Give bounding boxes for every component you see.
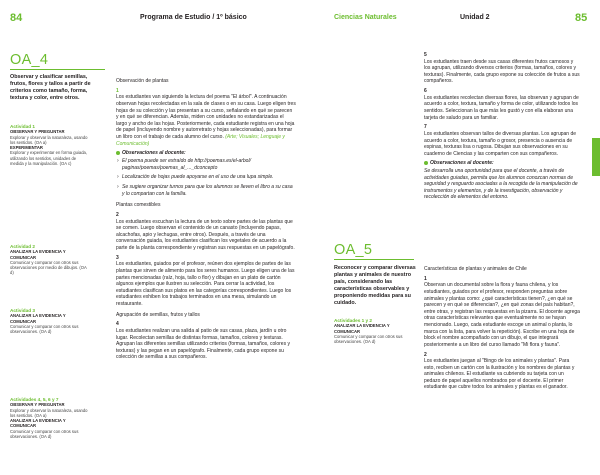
teacher-note-text: Se desarrolla una oportunidad para que el docente, a través de actividades guiadas, permita que los alumnos conozcan normas de seguridad y resguardo asociadas a la recogida de la manipulación de instrumentos y elementos, y de la investigación, observación y recolección de elementos del entorno.: [424, 168, 578, 201]
activity-skill: Comunicar y comparar con otros sus observaciones. (OA d): [10, 428, 79, 440]
activity-text: Los estudiantes realizan una salida al patio de sus casas, plaza, jardín u otro lugar. Recolectan semillas de distintas formas, tamaños, colores y texturas. Agrupan las diferentes semillas utilizando criterios (formas, tamaños, colores y texturas) y las pegan en un papelógrafo. Finalmente, cada grupo expone su colección de semillas a sus compañeros.: [116, 327, 290, 361]
activity-category: OBSERVAR Y PREGUNTAR: [10, 129, 65, 135]
activity-skill: Explorar y observar la naturaleza, usando los sentidos. (OA a): [10, 407, 88, 418]
oa5-rule: [334, 259, 414, 260]
activity-number: 6: [424, 88, 427, 95]
activity-text: Los estudiantes observan tallos de diversas plantas. Los agrupan de acuerdo a color, textura, tamaño o grosor, presencia o ausencia de espinas, texturas lisa o rugosa. Dibujan sus observaciones en su cuaderno de Ciencias y las comparten con sus compañeros.: [424, 130, 577, 157]
oa4-activity-3: [10, 308, 90, 334]
teacher-note-item: › Se sugiere organizar turnos para que los alumnos se lleven el libro a su casa y lo compartan con la familia.: [116, 184, 296, 197]
oa4-activities-4-7: [10, 397, 90, 439]
page-header: [0, 0, 600, 40]
page-number-right: 85: [575, 12, 588, 24]
activity-number: 7: [424, 124, 427, 131]
activity-number: 2: [116, 212, 119, 219]
teacher-notes-title: Observaciones al docente:: [116, 150, 296, 157]
oa4-title: OA_4: [10, 52, 49, 68]
right-column-top: [424, 52, 580, 204]
activity-category: ANALIZAR LA EVIDENCIA Y COMUNICAR: [10, 418, 66, 429]
activity-category: OBSERVAR Y PREGUNTAR: [10, 402, 65, 408]
activity-number: 2: [424, 351, 427, 358]
activity-category: ANALIZAR LA EVIDENCIA Y COMUNICAR: [334, 323, 390, 334]
oa4-description: Observar y clasificar semillas, frutos, flores y tallos a partir de criterios como tamaño, forma, textura y color, entre otros.: [10, 74, 91, 101]
activity-number: 1: [424, 275, 427, 282]
activity-text: Observan un documental sobre la flora y fauna chilena, y los estudiantes, guiados por el profesor, responden preguntas sobre animales y plantas como: ¿qué características tienen?, ¿en qué se parecen y en qué se diferencian?, ¿en qué zonas del país habitan?, entre otras, y registran las respuestas en la pizarra. El docente agrega otras características relevantes que eventualmente no se hayan mencionado. Luego, cada estudiante escoge un animal o planta, lo marca con la lista, para volver la repetición). Escribe en una hoja de block el nombre acompañado con un dibujo, el que integrará posteriormente a un libro del curso llamado "Mi flora y fauna".: [424, 282, 580, 348]
teacher-note-item: › El poema puede ser extraído de http://poemas.es/el-arbol/ paginas/poemas/poemas_al_..._dconcepto: [116, 158, 296, 171]
section-title: Observación de plantas: [116, 78, 169, 84]
note-bullet-icon: [116, 151, 120, 155]
oa5-description: Reconocer y comparar diversas plantas y animales de nuestro país, considerando las características observables y proponiendo medidas para su cuidado.: [334, 265, 416, 306]
activity-skill: Explorar y observar la naturaleza, usando los sentidos. (OA a): [10, 134, 88, 145]
oa4-activity-1: [10, 124, 90, 166]
activity-text: Los estudiantes juegan al "Bingo de los animales y plantas". Para esto, reciben un cartón con la ilustración y los nombres de plantas y animales chilenos. El estudiante va cubriendo su tarjeta con un pedazo de papel aquellos nombrados por el docente. El primer estudiante que cubre todos los animales y plantas es el ganador.: [424, 358, 575, 391]
oa4-activity-2: [10, 244, 90, 276]
activity-text: Los estudiantes traen desde sus casas diferentes frutos carnosos y los agrupan, utilizando diversos criterios (formas, tamaños, colores y texturas). Finalmente, cada grupo expone su colección de frutos a sus compañeros.: [424, 58, 580, 85]
activity-text: Los estudiantes, guiados por el profesor, reúnen dos ejemplos de partes de las plantas que sirven de alimento para los seres humanos. Luego eligen una de las partes mencionadas (raíz, hoja, tallo o flor) y dibujan en un plato de cartón algunos ejemplos que ilustren su selección. Para cerrar la actividad, los estudiantes clasifican sus platos en las categorías correspondientes. Luego los estudiantes exhiben los trabajos terminados en una mesa, simulando un restaurante.: [116, 261, 295, 307]
activity-number: 4: [116, 321, 119, 328]
oa5-activities-1-2: [334, 318, 414, 344]
activity-skill: Explorar y experimentar en forma guiada, utilizando los sentidos, unidades de medida y la manipulación. (OA c): [10, 150, 88, 167]
middle-column: [116, 78, 296, 364]
activity-title: Actividad 1: [10, 124, 36, 129]
right-column-bottom: [424, 266, 580, 394]
activity-skill: Comunicar y comparar con otros sus observaciones por medio de dibujos. (OA d): [10, 259, 87, 276]
activity-text: Los estudiantes escuchan la lectura de un texto sobre partes de las plantas que se comen. Luego observan el contenido de un canasto (incluyendo papas, alcachofas, apio y lechugas, entre otros). Después, a través de una conversación guiada, los estudiantes clasifican los vegetales de acuerdo a la parte de la planta correspondiente y registran sus respuestas en un papelógrafo.: [116, 218, 295, 251]
subject-title: Ciencias Naturales: [334, 14, 397, 21]
activity-skill: Comunicar y comparar con otros sus observaciones. (OA d): [10, 323, 79, 335]
section-title: Plantas comestibles: [116, 202, 161, 209]
teacher-notes-title: Observaciones al docente:: [424, 160, 580, 167]
section-title: Características de plantas y animales de Chile: [424, 266, 527, 272]
activity-skill: Comunicar y comparar con otros sus observaciones. (OA d): [334, 333, 403, 345]
activity-number: 1: [116, 87, 119, 94]
activity-number: 5: [424, 52, 427, 58]
section-title: Agrupación de semillas, frutos y tallos: [116, 311, 200, 318]
cross-reference-link[interactable]: (Arte; Visuales; Lenguaje y Comunicación): [116, 133, 285, 147]
activity-title: Actividades 1 y 2: [334, 318, 373, 323]
activity-category: ANALIZAR LA EVIDENCIA Y COMUNICAR: [10, 313, 66, 324]
activity-title: Actividad 2: [10, 244, 36, 249]
activity-text: Los estudiantes van siguiendo la lectura del poema "El árbol". A continuación observan hojas recolectadas en la sala de clases o en su casa. Luego eligen tres hojas de su colección y las presentan a su curso, señalando en qué se parecen y en qué se diferencian. Además, miden con unidades no estandarizadas el largo y ancho de las hojas. Posteriormente, cada estudiante registra en una hoja de papel (incluyendo nombre y autorretrato y hojas seleccionadas), para formar un libro con el trabajo de cada alumno del curso. (Arte; Visuales; Lenguaje y Comunicación): [116, 94, 296, 147]
activity-category: ANALIZAR LA EVIDENCIA Y COMUNICAR: [10, 249, 66, 260]
oa4-rule: [10, 69, 105, 70]
activity-number: 3: [116, 254, 119, 261]
activity-category: EXPERIMENTAR: [10, 145, 43, 151]
side-tab-marker: [592, 138, 600, 176]
activity-title: Actividades 4, 5, 6 y 7: [10, 397, 59, 402]
activity-text: Los estudiantes recolectan diversas flores, las observan y agrupan de acuerdo a color, textura, tamaño y forma de color, utilizando todos los sentidos. Seleccionan la que más les gustó y con ella elaboran una tarjeta de saludo para un familiar.: [424, 94, 579, 121]
teacher-note-item: › Localización de hojas puede apoyarse en el uso de una lupa simple.: [116, 174, 296, 181]
program-title: Programa de Estudio / 1º básico: [140, 14, 247, 21]
activity-title: Actividad 3: [10, 308, 36, 313]
oa5-title: OA_5: [334, 242, 373, 258]
page-number-left: 84: [10, 12, 23, 24]
unit-title: Unidad 2: [460, 14, 490, 21]
note-bullet-icon: [424, 161, 428, 165]
